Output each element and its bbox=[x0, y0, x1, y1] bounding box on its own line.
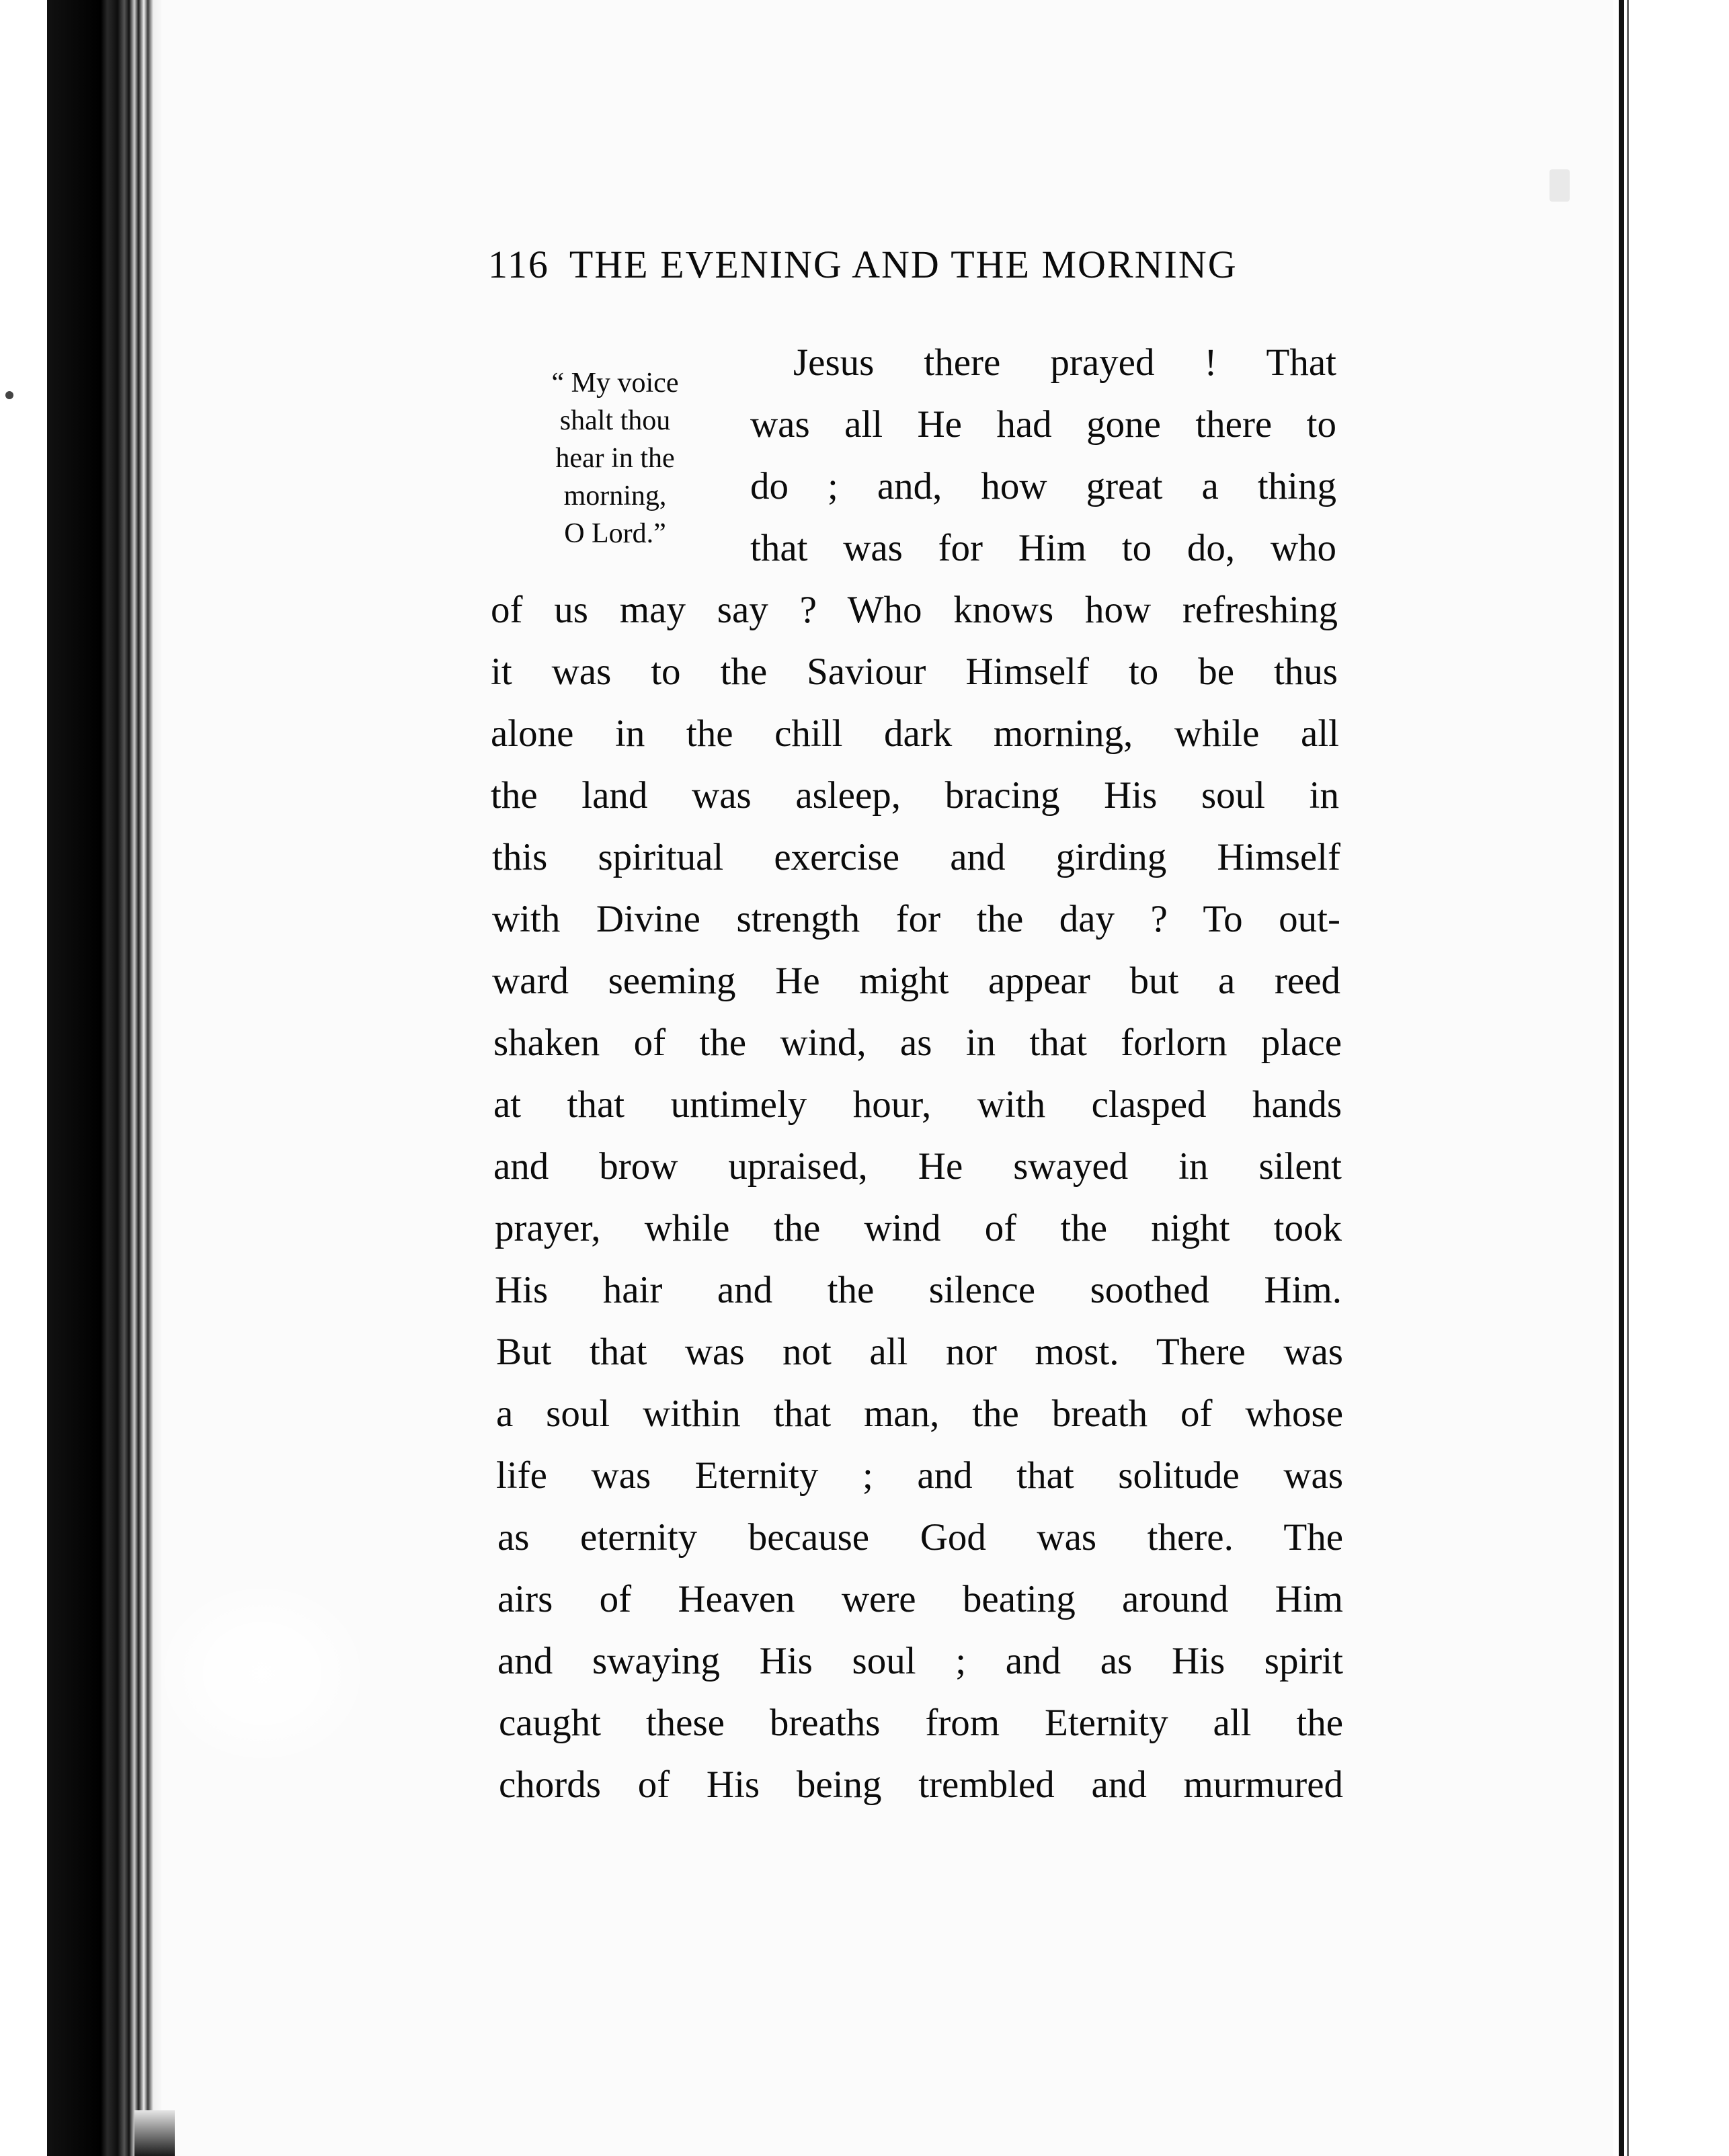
marginal-note bbox=[508, 364, 723, 552]
next-page-edge-shadow bbox=[1627, 0, 1629, 2156]
text-line: Jesus there prayed ! That bbox=[793, 341, 1336, 384]
text-line: ward seeming He might appear but a reed bbox=[492, 960, 1340, 1002]
next-page-edge bbox=[1619, 0, 1624, 2156]
text-line: of us may say ? Who knows how refreshing bbox=[491, 589, 1338, 631]
text-line: was all He had gone there to bbox=[750, 403, 1336, 446]
text-line: chords of His being trembled and murmured bbox=[499, 1764, 1343, 1806]
text-line: prayer, while the wind of the night took bbox=[495, 1207, 1342, 1249]
page-corner-shadow bbox=[134, 2110, 175, 2156]
text-line: airs of Heaven were beating around Him bbox=[497, 1578, 1343, 1620]
next-page-margin bbox=[1613, 0, 1729, 2156]
text-line: do ; and, how great a thing bbox=[750, 465, 1336, 507]
sidenote-line: hear in the bbox=[555, 443, 675, 474]
text-line: that was for Him to do, who bbox=[750, 527, 1336, 569]
paper-smudge bbox=[161, 1586, 363, 1761]
text-line: it was to the Saviour Himself to be thus bbox=[491, 651, 1338, 693]
sidenote-line: morning, bbox=[563, 481, 667, 511]
text-line: at that untimely hour, with clasped hands bbox=[493, 1083, 1342, 1126]
text-line: with Divine strength for the day ? To out- bbox=[492, 898, 1340, 940]
text-line: life was Eternity ; and that solitude was bbox=[496, 1454, 1343, 1497]
page-number: 116 bbox=[488, 243, 549, 286]
text-line: His hair and the silence soothed Him. bbox=[495, 1269, 1342, 1311]
text-line: this spiritual exercise and girding Himself bbox=[492, 836, 1340, 878]
sidenote-line: shalt thou bbox=[559, 405, 671, 436]
paper-blemish bbox=[1550, 169, 1570, 202]
text-line: and swaying His soul ; and as His spirit bbox=[497, 1640, 1343, 1682]
text-line: shaken of the wind, as in that forlorn place bbox=[493, 1022, 1342, 1064]
sidenote-line: “ My voice bbox=[551, 368, 679, 399]
text-line: But that was not all nor most. There was bbox=[496, 1331, 1343, 1373]
text-line: and brow upraised, He swayed in silent bbox=[493, 1145, 1342, 1188]
running-head bbox=[488, 242, 1342, 296]
text-line: caught these breaths from Eternity all the bbox=[499, 1702, 1343, 1744]
text-line: alone in the chill dark morning, while all bbox=[491, 712, 1339, 755]
text-line: a soul within that man, the breath of whose bbox=[496, 1393, 1343, 1435]
text-line: as eternity because God was there. The bbox=[497, 1516, 1343, 1559]
sidenote-line: O Lord.” bbox=[564, 518, 666, 549]
text-line: the land was asleep, bracing His soul in bbox=[491, 774, 1339, 817]
page-gutter-shadow bbox=[0, 0, 161, 2156]
scan-speck bbox=[5, 391, 13, 399]
book-title: THE EVENING AND THE MORNING bbox=[569, 243, 1238, 286]
